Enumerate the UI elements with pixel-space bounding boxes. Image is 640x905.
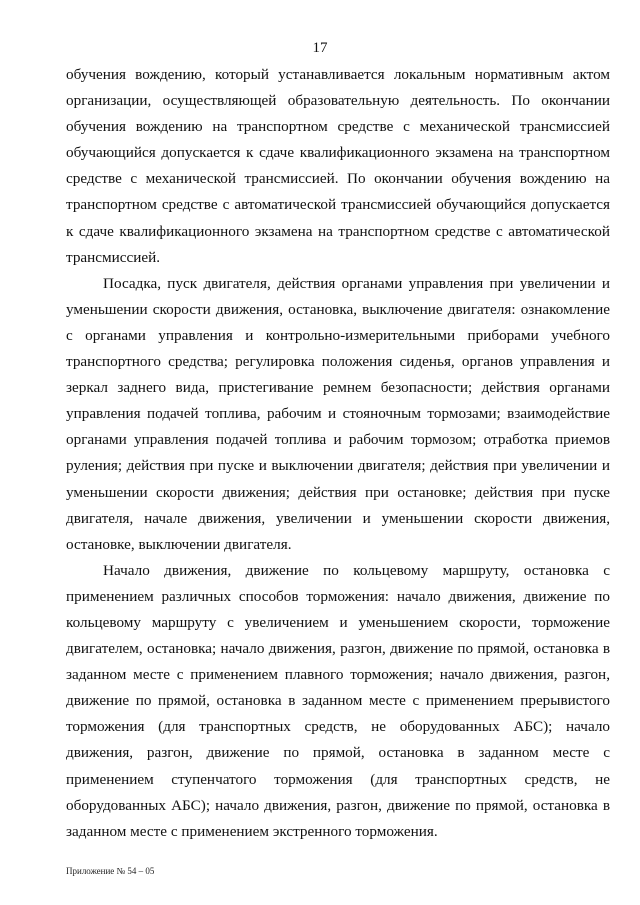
paragraph-seating-engine-start: Посадка, пуск двигателя, действия органами управления при увеличении и уменьшении скорости движения, остановка, выключение двигателя: ознакомление с органами управления и контрольно-измерительными приборами учебного транспортного средства; регулировка положения сиденья, органов управления и зеркал заднего вида, пристегивание ремнем безопасности; действия органами управления подачей топлива, рабочим и стояночным тормозами; взаимодействие органами управления подачей топлива и рабочим тормозом; отработка приемов руления; действия при пуске и выключении двигателя; действия при увеличении и уменьшении скорости движения; действия при остановке; действия при пуске двигателя, начале движения, увеличении и уменьшении скорости движения, остановке, выключении двигателя. <box>66 274 610 553</box>
paragraph-start-circular-route: Начало движения, движение по кольцевому маршруту, остановка с применением различных способов торможения: начало движения, движение по кольцевому маршруту с увеличением и уменьшением скорости, торможение двигателем, остановка; начало движения, разгон, движение по прямой, остановка в заданном месте с применением плавного торможения; начало движения, разгон, движение по прямой, остановка в заданном месте с применением прерывистого торможения (для транспортных средств, не оборудованных АБС); начало движения, разгон, движение по прямой, остановка в заданном месте с применением ступенчатого торможения (для транспортных средств, не оборудованных АБС); начало движения, разгон, движение по прямой, остановка в заданном месте с применением экстренного торможения. <box>66 561 610 840</box>
body-text <box>66 62 610 845</box>
page-number: 17 <box>312 40 328 56</box>
footer-note: Приложение № 54 – 05 <box>66 866 155 876</box>
paragraph-continuation: обучения вождению, который устанавливается локальным нормативным актом организации, осуществляющей образовательную деятельность. По окончании обучения вождению на транспортном средстве с механической трансмиссией обучающийся допускается к сдаче квалификационного экзамена на транспортном средстве с механической трансмиссией. По окончании обучения вождению на транспортном средстве с автоматической трансмиссией обучающийся допускается к сдаче квалификационного экзамена на транспортном средстве с автоматической трансмиссией. <box>66 66 610 266</box>
